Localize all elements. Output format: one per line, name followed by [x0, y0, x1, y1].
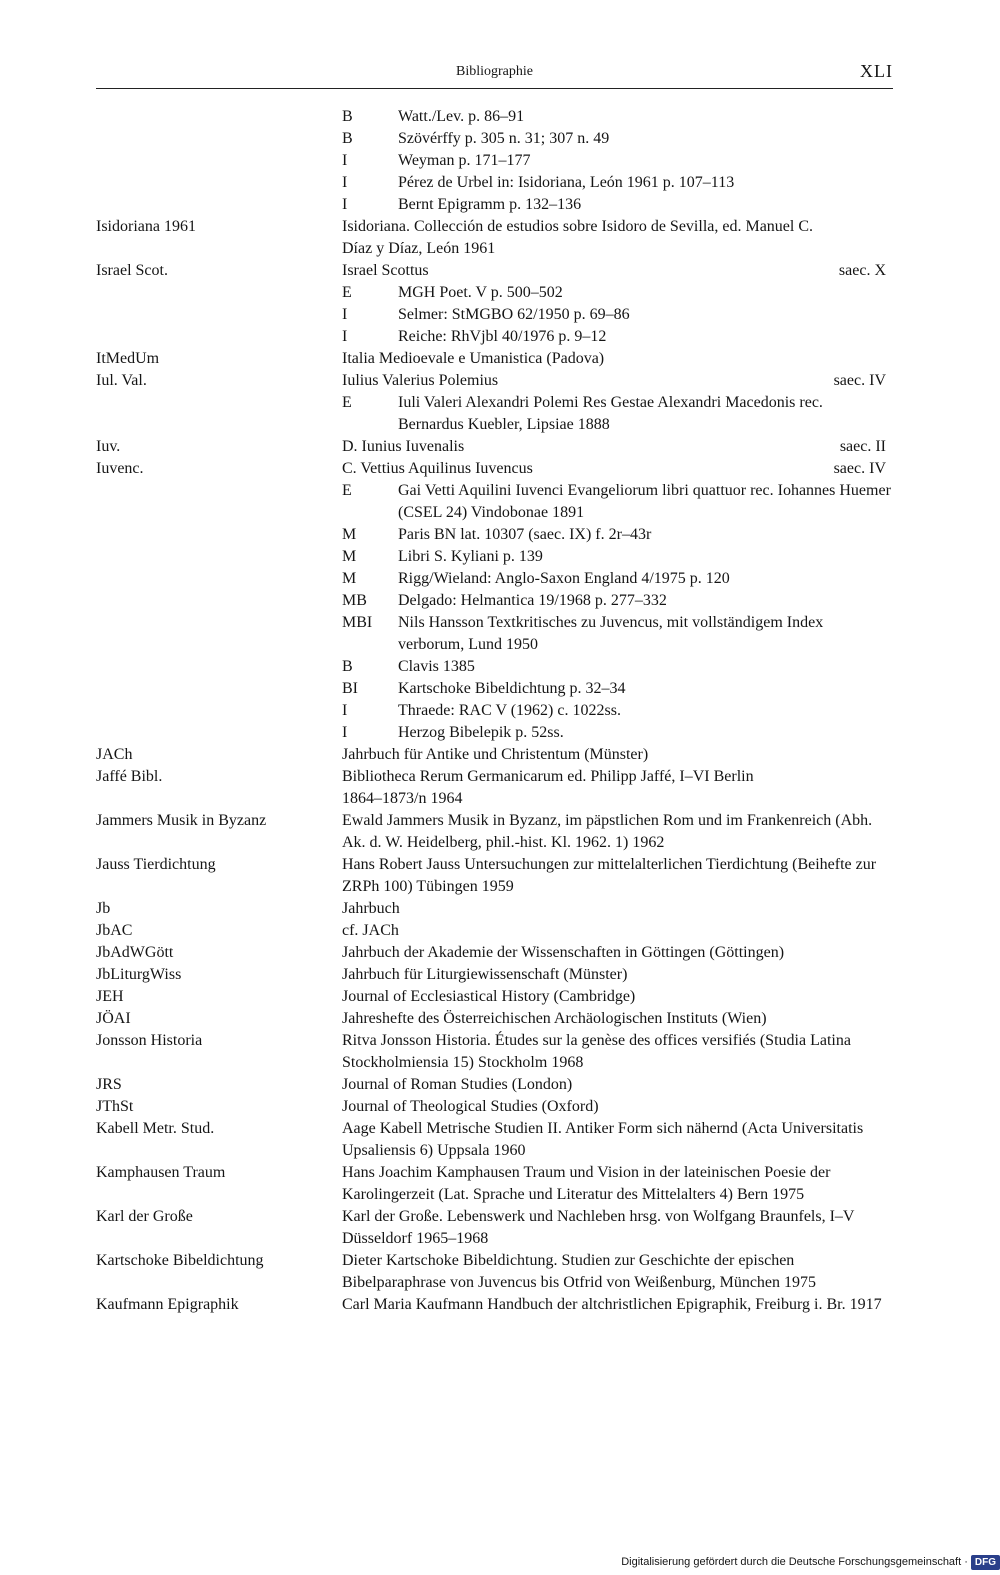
page-header: [96, 62, 893, 92]
entry-abbreviation: Isidoriana 1961: [96, 218, 196, 235]
reference-code: I: [342, 174, 348, 191]
entry-description-text: Aage Kabell Metrische Studien II. Antiker Form sich nähernd (Acta Universitatis Upsaliensis 6) Uppsala 1960: [342, 1120, 864, 1159]
bibliography-entry: [96, 854, 896, 898]
reference-text: Weyman p. 171–177: [398, 152, 531, 169]
entry-description: [342, 1074, 890, 1096]
entry-description: [342, 370, 890, 392]
bibliography-entry: [96, 106, 896, 216]
reference-code: M: [342, 548, 357, 565]
bibliography-entry: [96, 1162, 896, 1206]
entry-description: [342, 1030, 890, 1074]
entry-century: saec. X: [838, 262, 886, 279]
reference-text: Reiche: RhVjbl 40/1976 p. 9–12: [398, 328, 607, 345]
entry-abbreviation: JEH: [96, 988, 124, 1005]
entry-body: [342, 986, 896, 1008]
entry-description-text: Journal of Ecclesiastical History (Cambridge): [342, 988, 636, 1005]
entry-description: [342, 788, 890, 810]
reference-code: E: [342, 284, 352, 301]
entry-abbreviation: Kamphausen Traum: [96, 1164, 226, 1181]
entry-body: [342, 1118, 896, 1162]
entry-body: [342, 1294, 896, 1316]
bibliography-entry: [96, 898, 896, 920]
sub-reference: [342, 282, 896, 304]
entry-description-text: Carl Maria Kaufmann Handbuch der altchristlichen Epigraphik, Freiburg i. Br. 1917: [342, 1296, 882, 1313]
entry-body: [342, 744, 896, 766]
reference-code: I: [342, 328, 348, 345]
bibliography-entry: [96, 1118, 896, 1162]
entry-description-text: Dieter Kartschoke Bibeldichtung. Studien zur Geschichte der epischen Bibelparaphrase von Juvencus bis Otfrid von Weißenburg, München 1975: [342, 1252, 817, 1291]
entry-abbreviation: JACh: [96, 746, 133, 763]
entry-description-text: Hans Robert Jauss Untersuchungen zur mittelalterlichen Tierdichtung (Beihefte zur ZRPh 100) Tübingen 1959: [342, 856, 877, 895]
entry-description: [342, 942, 890, 964]
entry-body: [342, 854, 896, 898]
entry-description-text: Jahrbuch für Antike und Christentum (Münster): [342, 746, 649, 763]
bibliography-entry: [96, 964, 896, 986]
reference-text: Kartschoke Bibeldichtung p. 32–34: [398, 680, 626, 697]
bibliography-entry: [96, 370, 896, 436]
sub-reference: [342, 392, 896, 436]
entry-description-text: Isidoriana. Collección de estudios sobre Isidoro de Sevilla, ed. Manuel C.: [342, 218, 814, 235]
bibliography-entry: [96, 744, 896, 766]
entry-abbreviation: ItMedUm: [96, 350, 160, 367]
footer-text: Digitalisierung gefördert durch die Deutsche Forschungsgemeinschaft ·: [621, 1556, 968, 1568]
entry-description-text: C. Vettius Aquilinus Iuvencus: [342, 460, 533, 477]
bibliography-entry: [96, 436, 896, 458]
reference-text: Nils Hansson Textkritisches zu Juvencus, mit vollständigem Index verborum, Lund 1950: [398, 614, 824, 653]
reference-text: Bernt Epigramm p. 132–136: [398, 196, 582, 213]
entry-body: [342, 1162, 896, 1206]
sub-reference: [342, 656, 896, 678]
entry-abbreviation: Jb: [96, 900, 111, 917]
entry-abbreviation: JRS: [96, 1076, 122, 1093]
entry-body: [342, 766, 896, 810]
entry-description-text: 1864–1873/n 1964: [342, 790, 463, 807]
entry-abbreviation: Jaffé Bibl.: [96, 768, 163, 785]
entry-description-text: Díaz y Díaz, León 1961: [342, 240, 496, 257]
entry-body: [342, 1030, 896, 1074]
bibliography-entry: [96, 348, 896, 370]
entry-description-text: Journal of Theological Studies (Oxford): [342, 1098, 599, 1115]
entry-abbreviation: Karl der Große: [96, 1208, 193, 1225]
entry-abbreviation: Kaufmann Epigraphik: [96, 1296, 239, 1313]
bibliography-entry: [96, 942, 896, 964]
entry-description: [342, 766, 890, 788]
reference-text: Delgado: Helmantica 19/1968 p. 277–332: [398, 592, 667, 609]
entry-description: [342, 1008, 890, 1030]
entry-body: [342, 458, 896, 744]
entry-body: [342, 260, 896, 348]
entry-description-text: Israel Scottus: [342, 262, 429, 279]
entry-body: [342, 898, 896, 920]
sub-reference: [342, 722, 896, 744]
reference-code: I: [342, 306, 348, 323]
entry-description-text: Bibliotheca Rerum Germanicarum ed. Philipp Jaffé, I–VI Berlin: [342, 768, 754, 785]
sub-reference: [342, 172, 896, 194]
entry-description-text: Jahrbuch für Liturgiewissenschaft (Münster): [342, 966, 628, 983]
sub-reference: [342, 546, 896, 568]
sub-reference: [342, 700, 896, 722]
reference-text: Paris BN lat. 10307 (saec. IX) f. 2r–43r: [398, 526, 652, 543]
sub-reference: [342, 480, 896, 524]
reference-text: Libri S. Kyliani p. 139: [398, 548, 543, 565]
sub-reference: [342, 304, 896, 326]
entry-description-text: cf. JACh: [342, 922, 399, 939]
bibliography-entry: [96, 1096, 896, 1118]
entry-description-text: Italia Medioevale e Umanistica (Padova): [342, 350, 605, 367]
sub-reference: [342, 106, 896, 128]
reference-code: B: [342, 108, 353, 125]
entry-description: [342, 1206, 890, 1250]
entry-body: [342, 1008, 896, 1030]
sub-reference: [342, 590, 896, 612]
entry-abbreviation: Israel Scot.: [96, 262, 168, 279]
entry-description-text: Journal of Roman Studies (London): [342, 1076, 573, 1093]
entry-abbreviation: Jonsson Historia: [96, 1032, 203, 1049]
entry-description: [342, 436, 890, 458]
bibliography-entry: [96, 458, 896, 744]
bibliography-entry: [96, 1074, 896, 1096]
entry-body: [342, 1250, 896, 1294]
entry-century: saec. II: [839, 438, 886, 455]
entry-abbreviation: JbLiturgWiss: [96, 966, 182, 983]
entry-abbreviation: JbAC: [96, 922, 133, 939]
reference-code: MB: [342, 592, 367, 609]
reference-text: Thraede: RAC V (1962) c. 1022ss.: [398, 702, 621, 719]
entry-description: [342, 964, 890, 986]
bibliography-entry: [96, 260, 896, 348]
entry-description: [342, 1162, 890, 1206]
entry-description: [342, 238, 890, 260]
bibliography-entry: [96, 1294, 896, 1316]
sub-reference: [342, 568, 896, 590]
running-title: Bibliographie: [456, 64, 533, 79]
entry-description-text: Jahrbuch der Akademie der Wissenschaften in Göttingen (Göttingen): [342, 944, 785, 961]
reference-text: Herzog Bibelepik p. 52ss.: [398, 724, 564, 741]
sub-reference: [342, 612, 896, 656]
reference-text: Watt./Lev. p. 86–91: [398, 108, 525, 125]
reference-code: MBI: [342, 614, 373, 631]
entry-century: saec. IV: [833, 460, 886, 477]
dfg-logo: DFG: [971, 1555, 1000, 1570]
header-rule: [96, 88, 893, 89]
bibliography-entry: [96, 1206, 896, 1250]
entry-body: [342, 370, 896, 436]
reference-text: Clavis 1385: [398, 658, 475, 675]
bibliography-entry: [96, 810, 896, 854]
entry-description: [342, 1118, 890, 1162]
entry-description: [342, 810, 890, 854]
reference-code: BI: [342, 680, 358, 697]
entry-description-text: Ewald Jammers Musik in Byzanz, im päpstlichen Rom und im Frankenreich (Abh. Ak. d. W. Heidelberg, phil.-hist. Kl. 1962. 1) 1962: [342, 812, 873, 851]
sub-reference: [342, 326, 896, 348]
entry-body: [342, 810, 896, 854]
entry-century: saec. IV: [833, 372, 886, 389]
reference-code: E: [342, 482, 352, 499]
bibliography-entry: [96, 216, 896, 260]
reference-text: Gai Vetti Aquilini Iuvenci Evangeliorum libri quattuor rec. Iohannes Huemer (CSEL 24) Vindobonae 1891: [398, 482, 891, 521]
bibliography-entry: [96, 1030, 896, 1074]
entry-abbreviation: Iuvenc.: [96, 460, 144, 477]
entry-description: [342, 1250, 890, 1294]
entry-body: [342, 1074, 896, 1096]
entry-description: [342, 1096, 890, 1118]
entry-description: [342, 986, 890, 1008]
reference-code: I: [342, 152, 348, 169]
digitization-footer: [621, 1552, 1000, 1572]
entry-body: [342, 1206, 896, 1250]
entry-abbreviation: JÖAI: [96, 1010, 131, 1027]
entry-body: [342, 920, 896, 942]
page-number: XLI: [860, 61, 893, 81]
entry-body: [342, 348, 896, 370]
entry-description: [342, 260, 890, 282]
entry-abbreviation: JbAdWGött: [96, 944, 174, 961]
reference-text: Iuli Valeri Alexandri Polemi Res Gestae Alexandri Macedonis rec. Bernardus Kuebler, Lipsiae 1888: [398, 394, 823, 433]
entry-abbreviation: Iul. Val.: [96, 372, 147, 389]
entry-abbreviation: JThSt: [96, 1098, 134, 1115]
entry-description: [342, 920, 890, 942]
bibliography-entry: [96, 920, 896, 942]
entry-abbreviation: Kartschoke Bibeldichtung: [96, 1252, 264, 1269]
entry-abbreviation: Kabell Metr. Stud.: [96, 1120, 215, 1137]
sub-reference: [342, 524, 896, 546]
entry-description-text: Jahrbuch: [342, 900, 400, 917]
entry-description: [342, 1294, 890, 1316]
reference-code: I: [342, 196, 348, 213]
entry-description: [342, 458, 890, 480]
entry-abbreviation: Jauss Tierdichtung: [96, 856, 216, 873]
reference-code: M: [342, 570, 357, 587]
bibliography-entry: [96, 986, 896, 1008]
sub-reference: [342, 150, 896, 172]
reference-text: Szövérffy p. 305 n. 31; 307 n. 49: [398, 130, 610, 147]
sub-reference: [342, 678, 896, 700]
reference-code: M: [342, 526, 357, 543]
bibliography-entry: [96, 1008, 896, 1030]
entry-body: [342, 106, 896, 216]
entry-description: [342, 744, 890, 766]
reference-text: Pérez de Urbel in: Isidoriana, León 1961 p. 107–113: [398, 174, 735, 191]
reference-code: E: [342, 394, 352, 411]
entry-body: [342, 964, 896, 986]
reference-text: Rigg/Wieland: Anglo-Saxon England 4/1975 p. 120: [398, 570, 730, 587]
reference-text: MGH Poet. V p. 500–502: [398, 284, 563, 301]
sub-reference: [342, 194, 896, 216]
reference-code: I: [342, 724, 348, 741]
sub-reference: [342, 128, 896, 150]
entry-body: [342, 216, 896, 260]
entry-description-text: D. Iunius Iuvenalis: [342, 438, 465, 455]
entry-description-text: Iulius Valerius Polemius: [342, 372, 499, 389]
reference-code: B: [342, 130, 353, 147]
entry-description-text: Hans Joachim Kamphausen Traum und Vision in der lateinischen Poesie der Karolingerzeit (Lat. Sprache und Literatur des Mittelalters 4) Bern 1975: [342, 1164, 831, 1203]
reference-code: I: [342, 702, 348, 719]
entry-description: [342, 216, 890, 238]
entry-body: [342, 942, 896, 964]
reference-code: B: [342, 658, 353, 675]
entry-body: [342, 436, 896, 458]
entry-description: [342, 348, 890, 370]
entry-description: [342, 854, 890, 898]
entry-description-text: Karl der Große. Lebenswerk und Nachleben hrsg. von Wolfgang Braunfels, I–V Düsseldorf 1965–1968: [342, 1208, 855, 1247]
entry-abbreviation: Jammers Musik in Byzanz: [96, 812, 267, 829]
bibliography-entry: [96, 766, 896, 810]
bibliography-entry: [96, 1250, 896, 1294]
entry-abbreviation: Iuv.: [96, 438, 121, 455]
bibliography-list: [96, 106, 896, 1316]
entry-description-text: Jahreshefte des Österreichischen Archäologischen Instituts (Wien): [342, 1010, 767, 1027]
entry-description-text: Ritva Jonsson Historia. Études sur la genèse des offices versifiés (Studia Latina Stockholmiensia 15) Stockholm 1968: [342, 1032, 851, 1071]
entry-body: [342, 1096, 896, 1118]
entry-description: [342, 898, 890, 920]
reference-text: Selmer: StMGBO 62/1950 p. 69–86: [398, 306, 630, 323]
